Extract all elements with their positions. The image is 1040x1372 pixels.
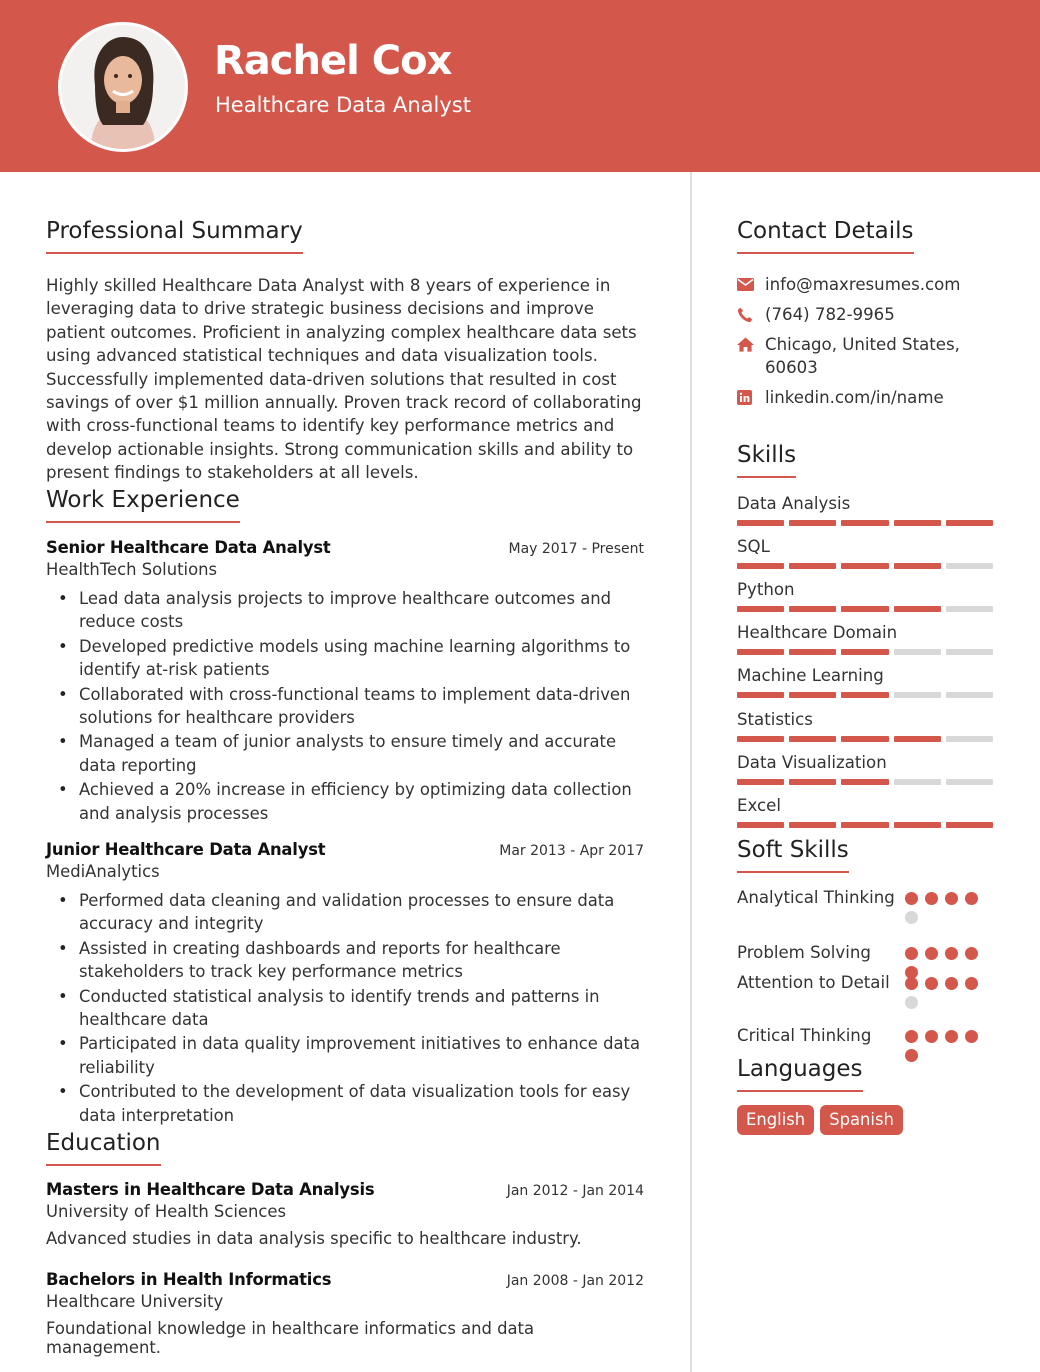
skill-level-bar bbox=[737, 692, 993, 698]
rating-dot bbox=[945, 892, 958, 905]
skill-level-segment bbox=[737, 606, 784, 612]
rating-dot bbox=[945, 1030, 958, 1043]
rating-dot bbox=[925, 892, 938, 905]
skill-level-segment bbox=[894, 822, 941, 828]
contact-location bbox=[737, 333, 977, 379]
soft-skill-rating bbox=[905, 1024, 983, 1062]
school-name: Healthcare University bbox=[46, 1292, 224, 1311]
envelope-icon bbox=[737, 273, 765, 296]
languages-heading: Languages bbox=[737, 1056, 863, 1092]
skill-item bbox=[737, 753, 993, 785]
skill-level-bar bbox=[737, 520, 993, 526]
list-item: • Participated in data quality improvement initiatives to enhance data reliability bbox=[46, 1032, 644, 1079]
education-description: Advanced studies in data analysis specific to healthcare industry. bbox=[46, 1229, 582, 1248]
job-title: Senior Healthcare Data Analyst bbox=[46, 538, 331, 557]
soft-skills-heading: Soft Skills bbox=[737, 837, 849, 873]
list-item: • Lead data analysis projects to improve healthcare outcomes and reduce costs bbox=[46, 587, 644, 634]
list-item: • Achieved a 20% increase in efficiency by optimizing data collection and analysis processes bbox=[46, 778, 644, 825]
list-item: • Managed a team of junior analysts to ensure timely and accurate data reporting bbox=[46, 730, 644, 777]
education-description: Foundational knowledge in healthcare informatics and data management. bbox=[46, 1319, 535, 1357]
skill-level-segment bbox=[894, 779, 941, 785]
skill-level-segment bbox=[737, 822, 784, 828]
job-date: May 2017 - Present bbox=[508, 541, 644, 557]
skill-level-segment bbox=[737, 736, 784, 742]
skill-name: SQL bbox=[737, 537, 770, 556]
company-name: HealthTech Solutions bbox=[46, 560, 218, 579]
skill-name: Data Analysis bbox=[737, 494, 851, 513]
skill-level-segment bbox=[737, 520, 784, 526]
skill-level-segment bbox=[946, 563, 993, 569]
language-badge: Spanish bbox=[820, 1105, 903, 1135]
job-entry bbox=[46, 538, 644, 826]
skill-level-segment bbox=[737, 692, 784, 698]
skill-level-bar bbox=[737, 736, 993, 742]
skill-level-segment bbox=[789, 736, 836, 742]
skill-level-segment bbox=[946, 649, 993, 655]
job-title: Junior Healthcare Data Analyst bbox=[46, 840, 326, 859]
summary-text: Highly skilled Healthcare Data Analyst with 8 years of experience in leveraging data to drive strategic business decisions and improve patient outcomes. Proficient in analyzing complex healthcare data sets using advanced statistical techniques and data visualization tools. Successfully implemented data-driven solutions that resulted in cost savings of over $1 million annually. Proven track record of collaborating with cross-functional teams to identify key performance metrics and develop actionable insights. Strong communication skills and ability to present findings to stakeholders at all levels. bbox=[46, 276, 642, 483]
skill-level-segment bbox=[946, 692, 993, 698]
phone-text: (764) 782-9965 bbox=[765, 305, 895, 324]
list-item: • Contributed to the development of data visualization tools for easy data interpretation bbox=[46, 1080, 644, 1127]
soft-skill-name: Problem Solving bbox=[737, 943, 871, 962]
school-name: University of Health Sciences bbox=[46, 1202, 287, 1221]
skill-level-segment bbox=[946, 520, 993, 526]
rating-dot bbox=[965, 892, 978, 905]
skill-level-segment bbox=[841, 649, 888, 655]
skill-level-segment bbox=[789, 606, 836, 612]
soft-skill-name: Critical Thinking bbox=[737, 1026, 872, 1045]
skill-name: Statistics bbox=[737, 710, 813, 729]
skill-item bbox=[737, 580, 993, 612]
skill-level-segment bbox=[894, 736, 941, 742]
candidate-name: Rachel Cox bbox=[214, 38, 452, 84]
skill-level-segment bbox=[789, 779, 836, 785]
degree-title: Masters in Healthcare Data Analysis bbox=[46, 1180, 375, 1199]
job-bullets bbox=[46, 889, 644, 1127]
education-date: Jan 2012 - Jan 2014 bbox=[506, 1183, 644, 1199]
skill-level-bar bbox=[737, 649, 993, 655]
education-entry bbox=[46, 1180, 644, 1248]
rating-dot bbox=[905, 996, 918, 1009]
location-text: Chicago, United States, 60603 bbox=[765, 335, 960, 377]
skill-level-segment bbox=[737, 649, 784, 655]
skill-item bbox=[737, 537, 993, 569]
skill-level-segment bbox=[946, 606, 993, 612]
rating-dot bbox=[925, 977, 938, 990]
list-item: • Collaborated with cross-functional teams to implement data-driven solutions for healthcare providers bbox=[46, 683, 644, 730]
skill-level-segment bbox=[737, 563, 784, 569]
education-entry bbox=[46, 1270, 644, 1357]
rating-dot bbox=[925, 1030, 938, 1043]
rating-dot bbox=[905, 1049, 918, 1062]
job-bullets bbox=[46, 587, 644, 825]
skill-item bbox=[737, 494, 993, 526]
skill-level-bar bbox=[737, 606, 993, 612]
skill-item bbox=[737, 796, 993, 828]
candidate-role: Healthcare Data Analyst bbox=[215, 93, 471, 117]
education-heading: Education bbox=[46, 1130, 161, 1166]
skill-level-segment bbox=[894, 563, 941, 569]
soft-skill-rating bbox=[905, 971, 983, 1009]
rating-dot bbox=[945, 947, 958, 960]
summary-heading: Professional Summary bbox=[46, 218, 303, 254]
skill-level-segment bbox=[841, 563, 888, 569]
skill-name: Healthcare Domain bbox=[737, 623, 898, 642]
column-divider bbox=[690, 172, 692, 1372]
rating-dot bbox=[905, 911, 918, 924]
list-item: • Assisted in creating dashboards and reports for healthcare stakeholders to track key performance metrics bbox=[46, 937, 644, 984]
linkedin-icon bbox=[737, 386, 765, 409]
phone-icon bbox=[737, 303, 765, 326]
skill-level-segment bbox=[737, 779, 784, 785]
profile-photo bbox=[58, 22, 188, 152]
skill-item bbox=[737, 623, 993, 655]
soft-skill-rating bbox=[905, 886, 983, 924]
home-icon bbox=[737, 333, 765, 356]
soft-skill-item bbox=[737, 971, 987, 1009]
soft-skill-name: Analytical Thinking bbox=[737, 888, 895, 907]
rating-dot bbox=[925, 947, 938, 960]
contact-linkedin[interactable] bbox=[737, 386, 977, 409]
rating-dot bbox=[965, 977, 978, 990]
experience-heading: Work Experience bbox=[46, 487, 240, 523]
skill-level-segment bbox=[841, 779, 888, 785]
rating-dot bbox=[905, 1030, 918, 1043]
skill-name: Data Visualization bbox=[737, 753, 887, 772]
skill-level-segment bbox=[894, 606, 941, 612]
skill-level-bar bbox=[737, 779, 993, 785]
skill-item bbox=[737, 666, 993, 698]
contact-phone[interactable] bbox=[737, 303, 977, 326]
job-date: Mar 2013 - Apr 2017 bbox=[499, 843, 644, 859]
skill-level-segment bbox=[841, 822, 888, 828]
rating-dot bbox=[965, 947, 978, 960]
rating-dot bbox=[905, 977, 918, 990]
skill-level-segment bbox=[789, 520, 836, 526]
soft-skill-name: Attention to Detail bbox=[737, 973, 890, 992]
rating-dot bbox=[945, 977, 958, 990]
skill-level-segment bbox=[946, 779, 993, 785]
soft-skill-item bbox=[737, 886, 987, 924]
job-entry bbox=[46, 840, 644, 1128]
contact-email[interactable] bbox=[737, 273, 977, 296]
skill-level-segment bbox=[946, 736, 993, 742]
skill-name: Machine Learning bbox=[737, 666, 884, 685]
skill-level-bar bbox=[737, 822, 993, 828]
skills-heading: Skills bbox=[737, 442, 796, 478]
degree-title: Bachelors in Health Informatics bbox=[46, 1270, 332, 1289]
email-text: info@maxresumes.com bbox=[765, 275, 961, 294]
list-item: • Developed predictive models using machine learning algorithms to identify at-risk patients bbox=[46, 635, 644, 682]
linkedin-text: linkedin.com/in/name bbox=[765, 388, 944, 407]
skill-level-segment bbox=[789, 649, 836, 655]
skill-level-segment bbox=[894, 520, 941, 526]
language-badge: English bbox=[737, 1105, 814, 1135]
list-item: • Performed data cleaning and validation processes to ensure data accuracy and integrity bbox=[46, 889, 644, 936]
skill-level-segment bbox=[946, 822, 993, 828]
skill-level-segment bbox=[789, 563, 836, 569]
company-name: MediAnalytics bbox=[46, 862, 160, 881]
education-date: Jan 2008 - Jan 2012 bbox=[506, 1273, 644, 1289]
rating-dot bbox=[905, 892, 918, 905]
rating-dot bbox=[965, 1030, 978, 1043]
skill-level-segment bbox=[789, 822, 836, 828]
skill-item bbox=[737, 710, 993, 742]
skill-level-segment bbox=[841, 736, 888, 742]
languages-list bbox=[737, 1105, 903, 1135]
rating-dot bbox=[905, 947, 918, 960]
skill-level-segment bbox=[894, 692, 941, 698]
skill-level-segment bbox=[841, 692, 888, 698]
resume-header bbox=[0, 0, 1040, 172]
skill-level-segment bbox=[789, 692, 836, 698]
skill-name: Excel bbox=[737, 796, 781, 815]
skill-level-segment bbox=[841, 606, 888, 612]
skill-level-segment bbox=[894, 649, 941, 655]
skill-name: Python bbox=[737, 580, 795, 599]
skill-level-bar bbox=[737, 563, 993, 569]
contact-heading: Contact Details bbox=[737, 218, 914, 254]
list-item: • Conducted statistical analysis to identify trends and patterns in healthcare data bbox=[46, 985, 644, 1032]
skill-level-segment bbox=[841, 520, 888, 526]
